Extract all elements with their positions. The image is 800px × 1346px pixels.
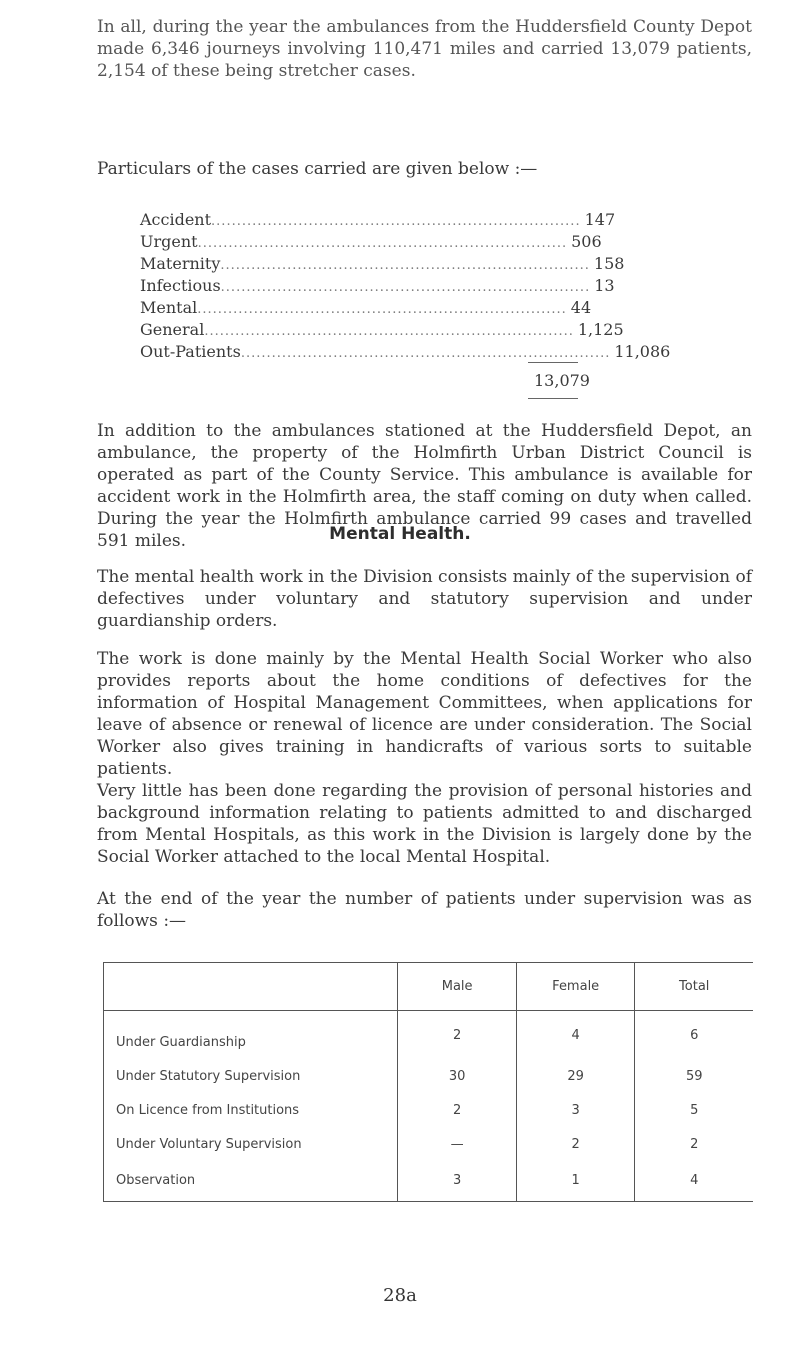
- table-row: [104, 1059, 754, 1093]
- cell-total: 4: [635, 1161, 753, 1201]
- cell-male: 2: [398, 1011, 517, 1060]
- header-male: Male: [398, 963, 517, 1011]
- row-label: Under Voluntary Supervision: [116, 1136, 302, 1152]
- case-label: General: [140, 320, 205, 339]
- case-row: Out-Patients ........................................................................ 11,086: [140, 342, 671, 361]
- mental-paragraph-2: The work is done mainly by the Mental Health Social Worker who also provides reports about the home conditions of defectives for the information of Hospital Management Committees, when applications for leave of absence or renewal of licence are under consideration. The Social Worker also gives training in handicrafts of various sorts to suitable patients.: [97, 649, 752, 779]
- cell-total: 6: [635, 1011, 753, 1060]
- case-label: Out-Patients: [140, 342, 241, 361]
- case-row: Mental ........................................................................ 44: [140, 298, 592, 317]
- cell-total: 5: [635, 1093, 753, 1127]
- table-row: [104, 1127, 754, 1161]
- header-female: Female: [516, 963, 635, 1011]
- case-label: Infectious: [140, 276, 221, 295]
- case-value: 147: [584, 210, 616, 229]
- case-row: Maternity ........................................................................ 158: [140, 254, 625, 273]
- case-row: General ........................................................................ 1,125: [140, 320, 624, 339]
- cell-male: 3: [398, 1161, 517, 1201]
- holmfirth-paragraph: In addition to the ambulances stationed at the Huddersfield Depot, an ambulance, the property of the Holmfirth Urban District Council is operated as part of the County Service. This ambulance is available for accident work in the Holmfirth area, the staff coming on duty when called. During the year the Holmfirth ambulance carried 99 cases and travelled 591 miles.: [97, 421, 752, 551]
- cell-female: 2: [516, 1127, 635, 1161]
- case-value: 1,125: [577, 320, 624, 339]
- mental-health-heading: Mental Health.: [329, 524, 471, 544]
- row-label: Observation: [116, 1173, 196, 1189]
- header-label: [104, 963, 398, 1011]
- case-value: 158: [593, 254, 625, 273]
- case-label: Accident: [140, 210, 212, 229]
- mental-paragraph-3: Very little has been done regarding the provision of personal histories and background information relating to patients admitted to and discharged from Mental Hospitals, as this work in the Division is largely done by the Social Worker attached to the local Mental Hospital.: [97, 781, 752, 867]
- page-number: 28a: [383, 1285, 417, 1306]
- cell-male: 30: [398, 1059, 517, 1093]
- row-label: Under Guardianship: [116, 1034, 246, 1050]
- mental-paragraph-1: The mental health work in the Division consists mainly of the supervision of defectives under voluntary and statutory supervision and under guardianship orders.: [97, 567, 752, 631]
- table-row: [104, 1093, 754, 1127]
- cell-male: —: [398, 1127, 517, 1161]
- supervision-intro: At the end of the year the number of patients under supervision was as follows :—: [97, 889, 752, 931]
- intro-paragraph: In all, during the year the ambulances from the Huddersfield County Depot made 6,346 journeys involving 110,471 miles and carried 13,079 patients, 2,154 of these being stretcher cases.: [97, 17, 752, 81]
- case-label: Maternity: [140, 254, 221, 273]
- cell-total: 2: [635, 1127, 753, 1161]
- cell-male: 2: [398, 1093, 517, 1127]
- case-label: Mental: [140, 298, 198, 317]
- cases-list: [140, 210, 671, 364]
- table-row: [104, 1011, 754, 1060]
- case-label: Urgent: [140, 232, 198, 251]
- cell-female: 1: [516, 1161, 635, 1201]
- case-row: Accident ........................................................................ 147: [140, 210, 616, 229]
- case-value: 44: [570, 298, 592, 317]
- header-total: Total: [635, 963, 753, 1011]
- particulars-heading: Particulars of the cases carried are given below :—: [97, 159, 538, 179]
- case-row: Infectious ........................................................................ 13: [140, 276, 615, 295]
- cell-female: 4: [516, 1011, 635, 1060]
- case-value: 11,086: [614, 342, 671, 361]
- case-row: Urgent ........................................................................ 506: [140, 232, 602, 251]
- supervision-table: [103, 962, 753, 1202]
- case-value: 13: [594, 276, 615, 295]
- table-header-row: [104, 963, 754, 1011]
- row-label: On Licence from Institutions: [116, 1102, 300, 1118]
- cases-total: 13,079: [534, 371, 590, 390]
- cell-female: 3: [516, 1093, 635, 1127]
- case-value: 506: [571, 232, 602, 251]
- cell-female: 29: [516, 1059, 635, 1093]
- row-label: Under Statutory Supervision: [116, 1068, 301, 1084]
- sum-rule-bottom: [528, 398, 578, 399]
- sum-rule-top: [528, 362, 578, 363]
- table-row: [104, 1161, 754, 1201]
- cell-total: 59: [635, 1059, 753, 1093]
